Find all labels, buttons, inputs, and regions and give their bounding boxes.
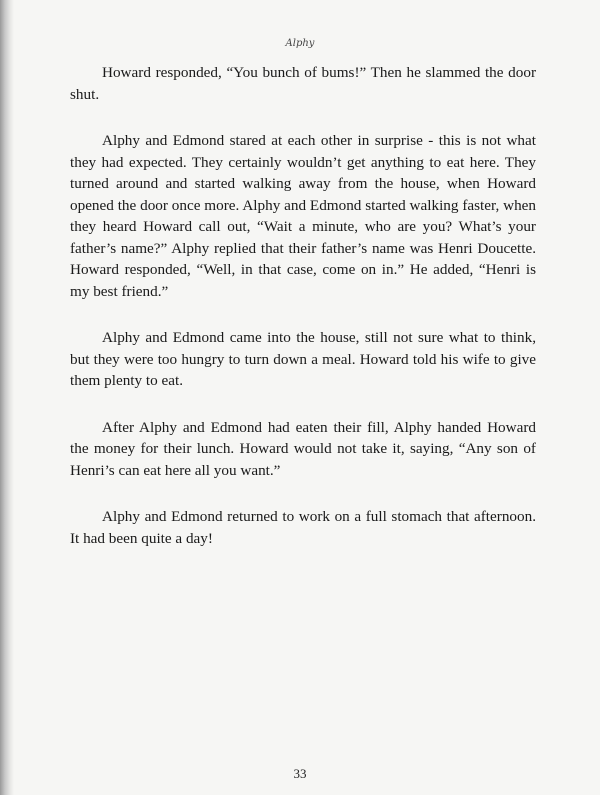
running-head: Alphy: [285, 38, 315, 49]
paragraph-4: After Alphy and Edmond had eaten their fill, Alphy handed Howard the money for their lunch. Howard would not take it, saying, “Any son of Henri’s can eat here all you want.”: [70, 418, 536, 479]
paragraph-1: Howard responded, “You bunch of bums!” Then he slammed the door shut.: [70, 64, 536, 103]
page-number: 33: [293, 766, 307, 781]
paragraph-2: Alphy and Edmond stared at each other in surprise - this is not what they had expected. They certainly wouldn’t get anything to eat here. They turned around and started walking away from the house, when Howard opened the door once more. Alphy and Edmond started walking faster, when they heard Howard call out, “Wait a minute, who are you? What’s your father’s name?” Alphy replied that their father’s name was Henri Doucette. Howard responded, “Well, in that case, come on in.” He added, “Henri is my best friend.”: [70, 132, 536, 300]
body-text: [70, 62, 536, 574]
binding-shadow: [0, 0, 14, 795]
paragraph-5: Alphy and Edmond returned to work on a full stomach that afternoon. It had been quite a day!: [70, 508, 536, 547]
paragraph-3: Alphy and Edmond came into the house, still not sure what to think, but they were too hungry to turn down a meal. Howard told his wife to give them plenty to eat.: [70, 329, 536, 389]
